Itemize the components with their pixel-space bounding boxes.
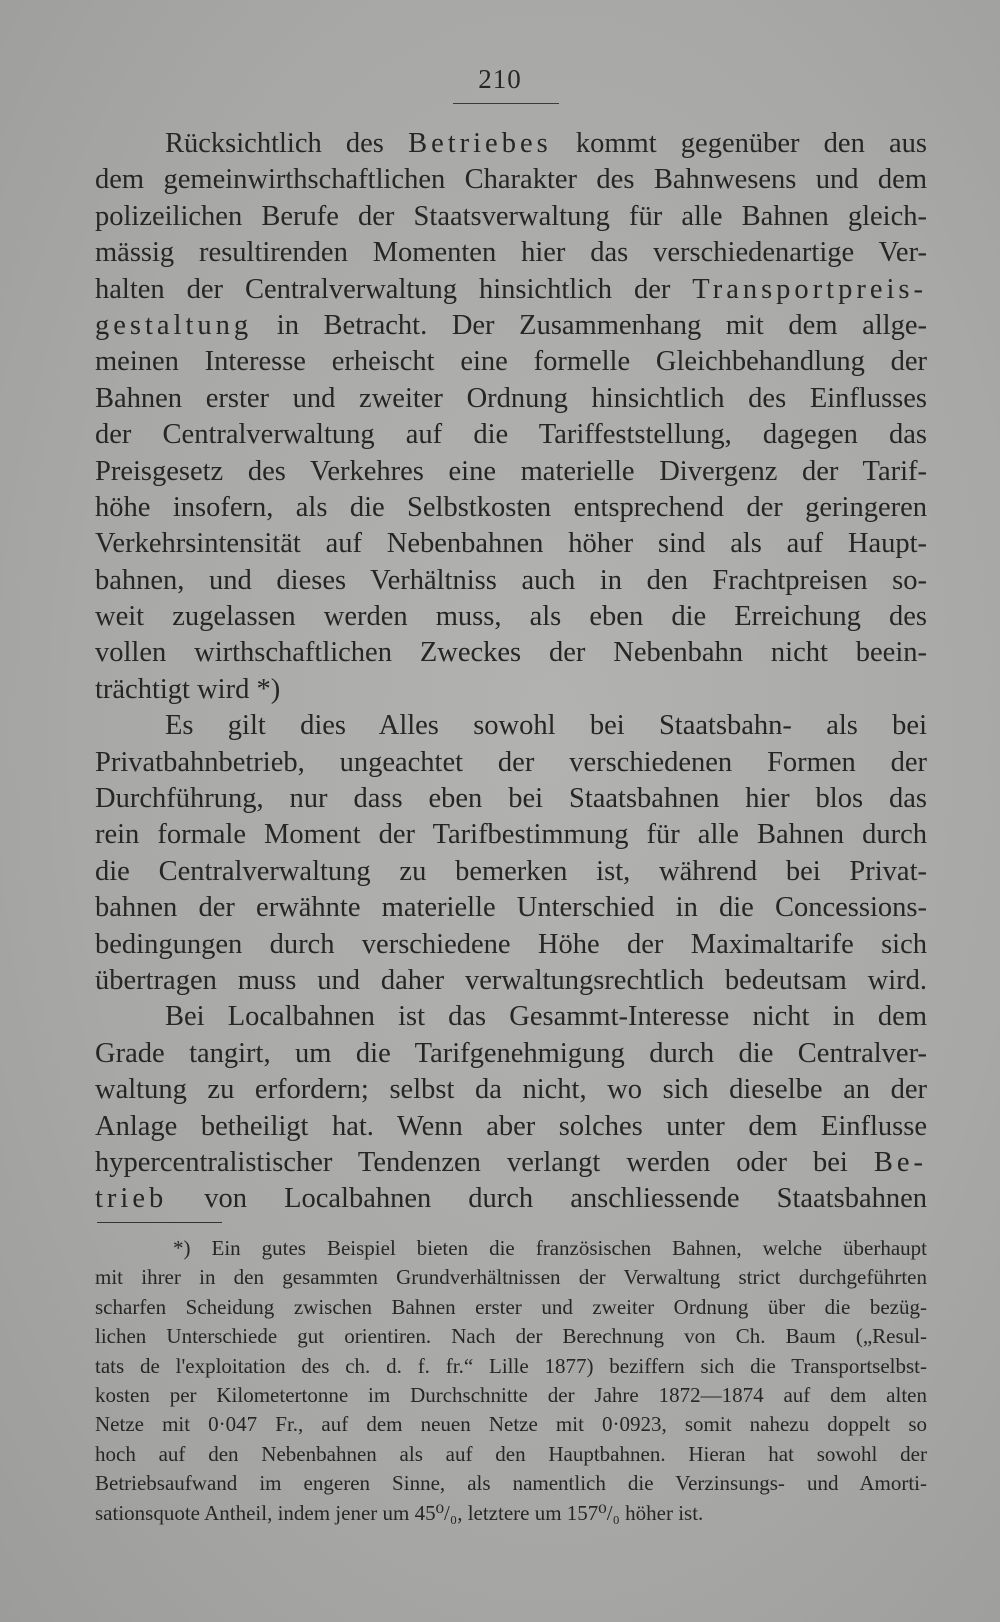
footnote-line: sationsquote Antheil, indem jener um 45⁰/₀, letztere um 157⁰/₀ höher ist.	[95, 1500, 704, 1525]
text-line: trieb von Localbahnen durch anschliessende Staatsbahnen	[95, 1183, 927, 1215]
text-line: Verkehrsintensität auf Nebenbahnen höher sind als auf Haupt-	[95, 528, 927, 560]
text-line: hypercentralistischer Tendenzen verlangt werden oder bei Be-	[95, 1146, 927, 1178]
text-line: weit zugelassen werden muss, als eben die Erreichung des	[95, 601, 927, 633]
footnote-line: *) Ein gutes Beispiel bieten die französischen Bahnen, welche überhaupt	[173, 1236, 927, 1260]
footnote-line: tats de l'exploitation des ch. d. f. fr.“ Lille 1877) beziffern sich die Transportselbst-	[95, 1353, 927, 1378]
footnote-line: kosten per Kilometertonne im Durchschnitte der Jahre 1872—1874 auf dem alten	[95, 1382, 927, 1407]
text-line: polizeilichen Berufe der Staatsverwaltung für alle Bahnen gleich-	[95, 200, 927, 232]
text-line: bahnen der erwähnte materielle Unterschied in die Concessions-	[95, 892, 927, 924]
text-line: waltung zu erfordern; selbst da nicht, wo sich dieselbe an der	[95, 1074, 927, 1106]
text-line: Bahnen erster und zweiter Ordnung hinsichtlich des Einflusses	[95, 382, 927, 414]
text-line: gestaltung in Betracht. Der Zusammenhang mit dem allge-	[95, 309, 927, 341]
text-line: übertragen muss und daher verwaltungsrechtlich bedeutsam wird.	[95, 964, 927, 996]
text-line: rein formale Moment der Tarifbestimmung für alle Bahnen durch	[95, 819, 927, 851]
text-line: Es gilt dies Alles sowohl bei Staatsbahn- als bei	[165, 710, 927, 742]
footnote-rule	[97, 1222, 222, 1223]
paragraph-3	[95, 999, 927, 1217]
page-number-rule	[453, 103, 559, 104]
footnote-line: hoch auf den Nebenbahnen als auf den Hauptbahnen. Hieran hat sowohl der	[95, 1441, 927, 1466]
page-number: 210	[478, 64, 522, 94]
text-line: Grade tangirt, um die Tarifgenehmigung durch die Centralver-	[95, 1037, 927, 1069]
text-line: Durchführung, nur dass eben bei Staatsbahnen hier blos das	[95, 783, 927, 815]
footnote-line: mit ihrer in den gesammten Grundverhältnissen der Verwaltung strict durchgeführten	[95, 1265, 927, 1290]
footnote-line: lichen Unterschiede gut orientiren. Nach der Berechnung von Ch. Baum („Resul-	[95, 1324, 927, 1349]
text-line: halten der Centralverwaltung hinsichtlich der Transportpreis-	[95, 273, 927, 305]
text-line: bahnen, und dieses Verhältniss auch in den Frachtpreisen so-	[95, 564, 927, 596]
paragraph-1	[95, 126, 927, 708]
text-line: höhe insofern, als die Selbstkosten entsprechend der geringeren	[95, 491, 927, 523]
text-line: der Centralverwaltung auf die Tariffeststellung, dagegen das	[95, 419, 927, 451]
footnote-line: scharfen Scheidung zwischen Bahnen erster und zweiter Ordnung über die bezüg-	[95, 1294, 927, 1319]
text-line: Preisgesetz des Verkehres eine materielle Divergenz der Tarif-	[95, 455, 927, 487]
text-line: Rücksichtlich des Betriebes kommt gegenüber den aus	[165, 128, 927, 159]
footnote-line: Netze mit 0·047 Fr., auf dem neuen Netze mit 0·0923, somit nahezu doppelt so	[95, 1412, 927, 1437]
footnote	[95, 1234, 927, 1528]
text-line: trächtigt wird *)	[95, 673, 281, 705]
text-line: Bei Localbahnen ist das Gesammt-Interesse nicht in dem	[165, 1001, 927, 1033]
text-line: Privatbahnbetrieb, ungeachtet der verschiedenen Formen der	[95, 746, 927, 778]
text-line: mässig resultirenden Momenten hier das verschiedenartige Ver-	[95, 237, 927, 269]
main-text	[95, 126, 927, 1218]
text-line: bedingungen durch verschiedene Höhe der Maximaltarife sich	[95, 928, 927, 960]
text-line: die Centralverwaltung zu bemerken ist, während bei Privat-	[95, 855, 927, 887]
text-line: vollen wirthschaftlichen Zweckes der Nebenbahn nicht beein-	[95, 637, 927, 669]
text-line: meinen Interesse erheischt eine formelle Gleichbehandlung der	[95, 346, 927, 378]
footnote-line: Betriebsaufwand im engeren Sinne, als namentlich die Verzinsungs- und Amorti-	[95, 1471, 927, 1496]
text-line: Anlage betheiligt hat. Wenn aber solches unter dem Einflusse	[95, 1110, 927, 1142]
paragraph-2	[95, 708, 927, 999]
text-line: dem gemeinwirthschaftlichen Charakter des Bahnwesens und dem	[95, 164, 927, 196]
